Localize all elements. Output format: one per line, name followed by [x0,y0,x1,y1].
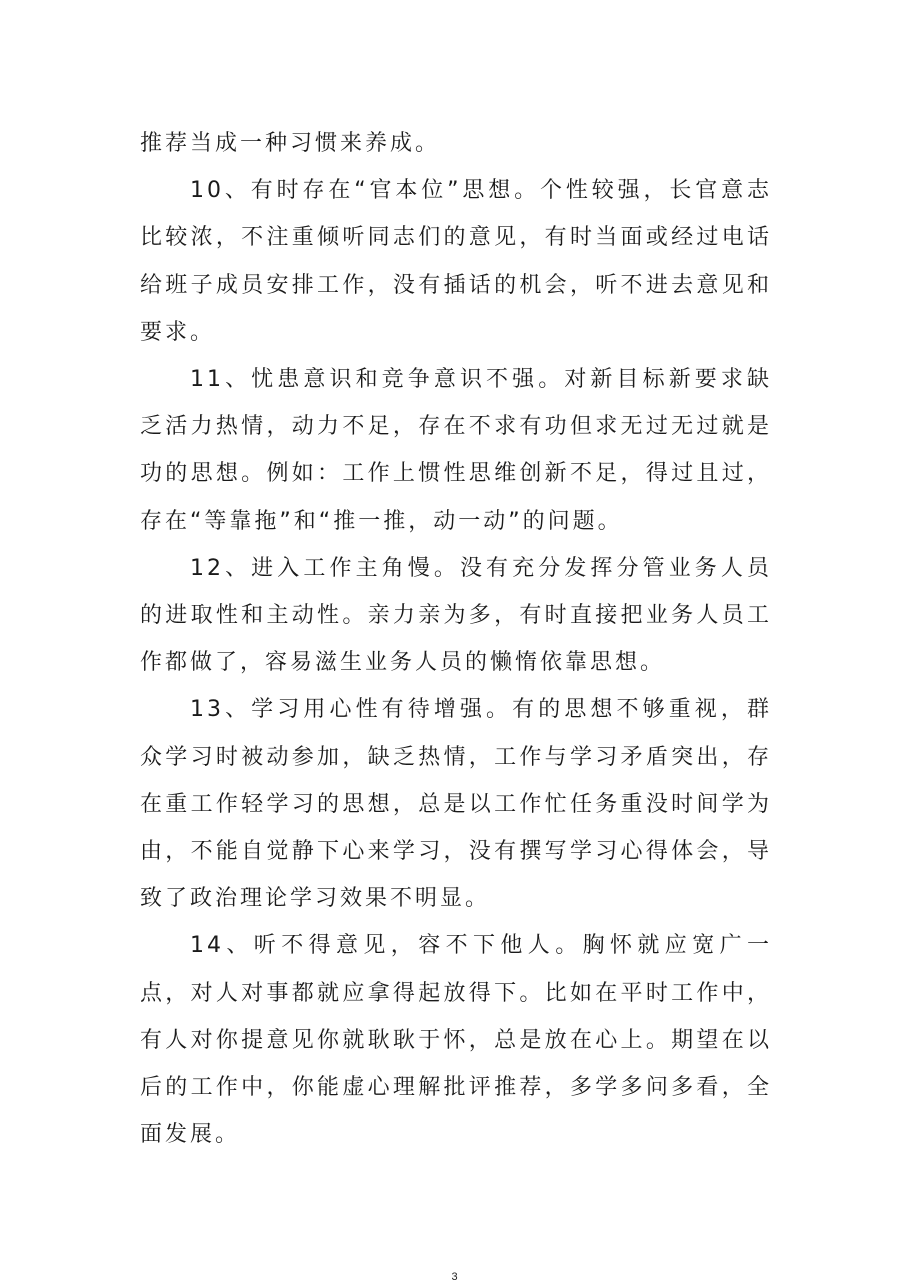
paragraph-item-11: 11、忧患意识和竞争意识不强。对新目标新要求缺乏活力热情，动力不足，存在不求有功但求无过无过就是功的思想。例如：工作上惯性思维创新不足，得过且过，存在“等靠拖”和“推一推，动一动”的问题。 [140,367,772,534]
page-number: 3 [451,1271,458,1283]
paragraph-item-12: 12、进入工作主角慢。没有充分发挥分管业务人员的进取性和主动性。亲力亲为多，有时直接把业务人员工作都做了，容易滋生业务人员的懒惰依靠思想。 [140,555,772,676]
paragraph-continuation: 推荐当成一种习惯来养成。 [140,131,441,156]
document-body [140,120,772,1158]
paragraph-item-10: 10、有时存在“官本位”思想。个性较强，长官意志比较浓，不注重倾听同志们的意见，有时当面或经过电话给班子成员安排工作，没有插话的机会，听不进去意见和要求。 [140,178,772,345]
paragraph-item-13: 13、学习用心性有待增强。有的思想不够重视，群众学习时被动参加，缺乏热情，工作与学习矛盾突出，存在重工作轻学习的思想，总是以工作忙任务重没时间学为由，不能自觉静下心来学习，没有撰写学习心得体会，导致了政治理论学习效果不明显。 [140,697,772,912]
paragraph-item-14: 14、听不得意见，容不下他人。胸怀就应宽广一点，对人对事都就应拿得起放得下。比如在平时工作中，有人对你提意见你就耿耿于怀，总是放在心上。期望在以后的工作中，你能虚心理解批评推荐，多学多问多看，全面发展。 [140,933,772,1148]
